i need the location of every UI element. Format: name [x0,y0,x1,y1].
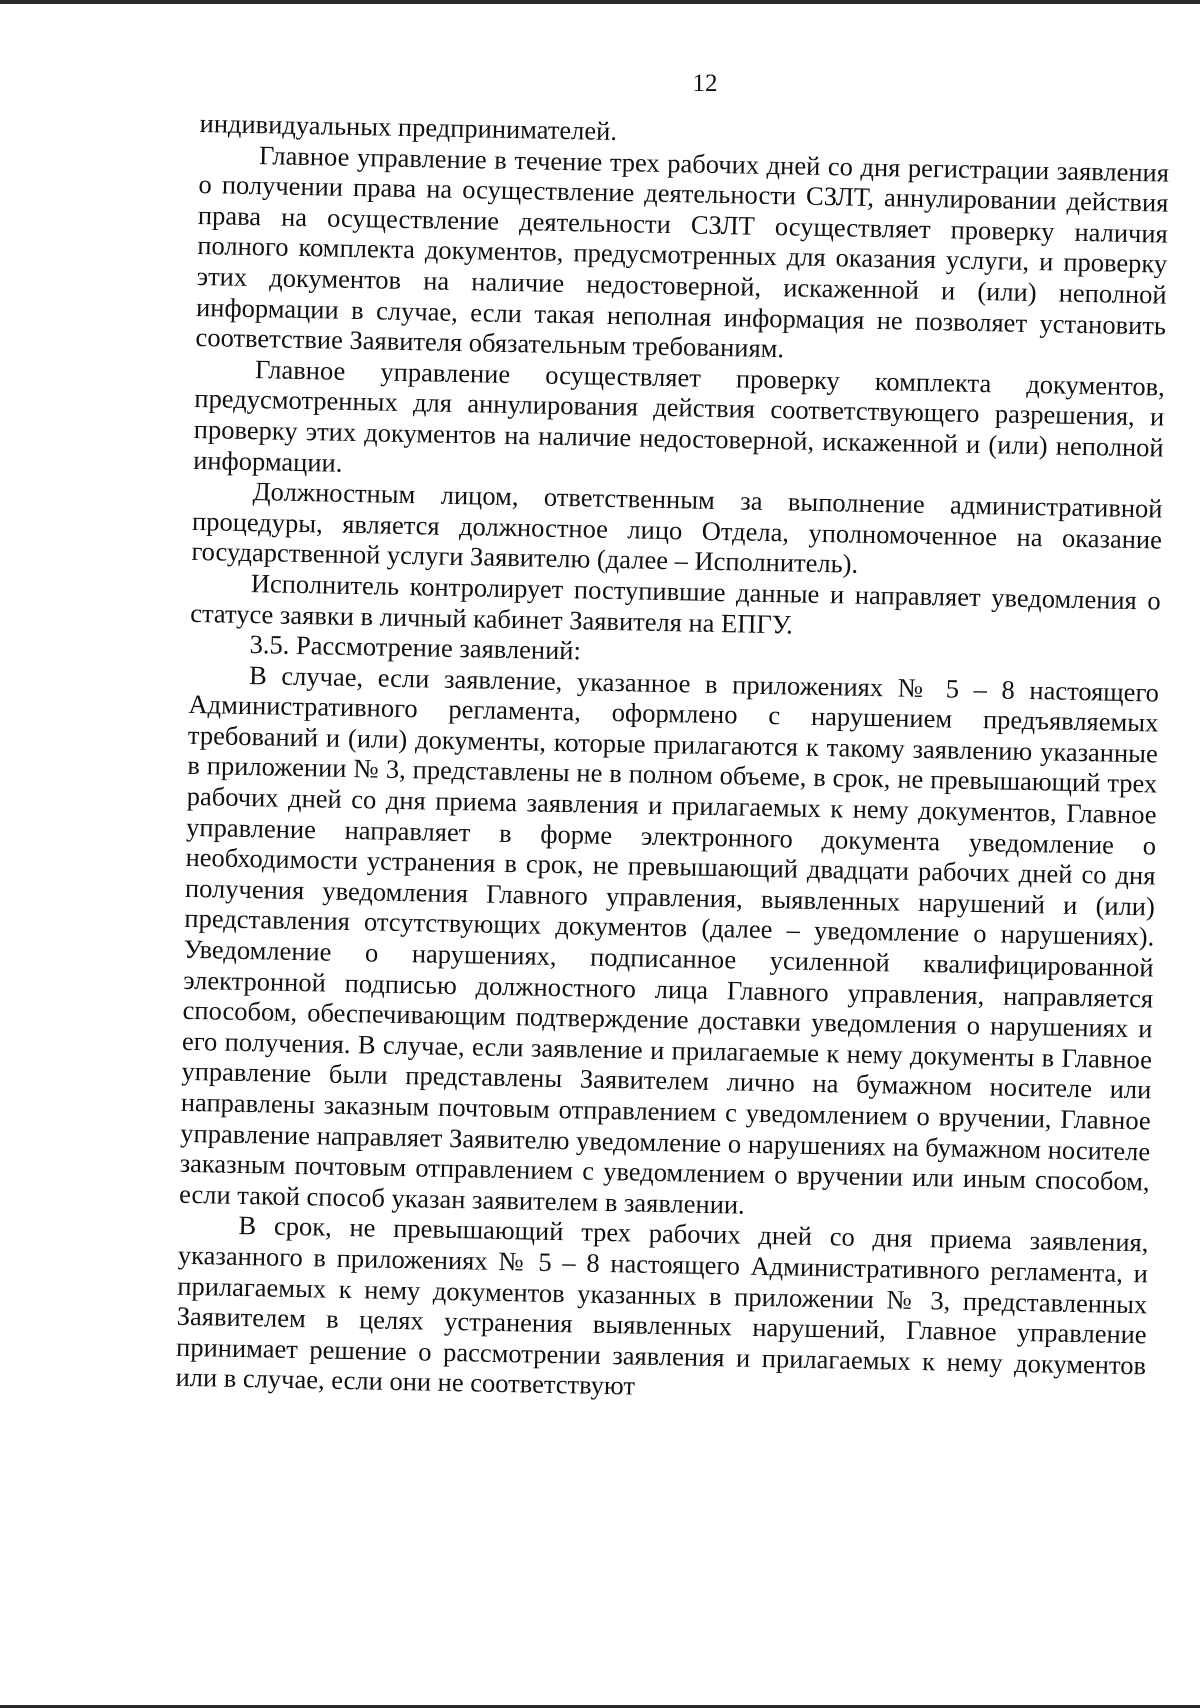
paragraph: Должностным лицом, ответственным за выполнение административной процедуры, является должностное лицо Отдела, уполномоченное на оказание государственной услуги Заявителю (далее – Исполнитель). [191,476,1163,580]
page-number: 12 [692,70,718,97]
paragraph: индивидуальных предпринимателей. [199,108,618,147]
paragraph: Исполнитель контролирует поступившие данные и направляет уведомления о статусе заявки в личный кабинет Заявителя на ЕПГУ. [190,567,1162,639]
paragraph: Главное управление осуществляет проверку комплекта документов, предусмотренных для аннулирования действия соответствующего разрешения, и проверку этих документов на наличие недостоверной, искаженной и (или) неполной информации. [192,353,1166,478]
document-body [175,108,1169,1411]
paragraph: В случае, если заявление, указанное в приложениях № 5 – 8 настоящего Административного регламента, оформлено с нарушением предъявляемых требований и (или) документы, которые прилагаются к такому заявлению указанные в приложении № 3, представлены не в полном объеме, в срок, не превышающий трех рабочих дней со дня приема заявления и прилагаемых к нему документов, Главное управление направляет в форме электронного документа уведомление о необходимости устранения в срок, не превышающий двадцати рабочих дней со дня получения уведомления Главного управления, выявленных нарушений и (или) представления отсутствующих документов (далее – уведомление о нарушениях). Уведомление о нарушениях, подписанное усиленной квалифицированной электронной подписью должностного лица Главного управления, направляется способом, обеспечивающим подтверждение доставки уведомления о нарушениях и его получения. В случае, если заявление и прилагаемые к нему документы в Главное управление были представлены Заявителем лично на бумажном носителе или направлены заказным почтовым отправлением с уведомлением о вручении, Главное управление направляет Заявителю уведомление о нарушениях на бумажном носителе заказным почтовым отправлением с уведомлением о вручении или иным способом, если такой способ указан заявителем в заявлении. [178,659,1160,1220]
paragraph: В срок, не превышающий трех рабочих дней со дня приема заявления, указанного в приложениях № 5 – 8 настоящего Административного регламента, и прилагаемых к нему документов указанных в приложении № 3, представленных Заявителем в целях устранения выявленных нарушений, Главное управление принимает решение о рассмотрении заявления и прилагаемых к нему документов или в случае, если они не соответствуют [175,1210,1149,1401]
scan-edge-top [0,0,1200,4]
section-heading: 3.5. Рассмотрение заявлений: [249,629,582,666]
paragraph: Главное управление в течение трех рабочих дней со дня регистрации заявления о получении права на осуществление деятельности СЗЛТ, аннулировании действия права на осуществление деятельности СЗЛТ осуществляет проверку наличия полного комплекта документов, предусмотренных для оказания услуги, и проверку этих документов на наличие недостоверной, искаженной и (или) неполной информации в случае, если такая неполная информация не позволяет установить соответствие Заявителя обязательным требованиям. [195,139,1170,364]
